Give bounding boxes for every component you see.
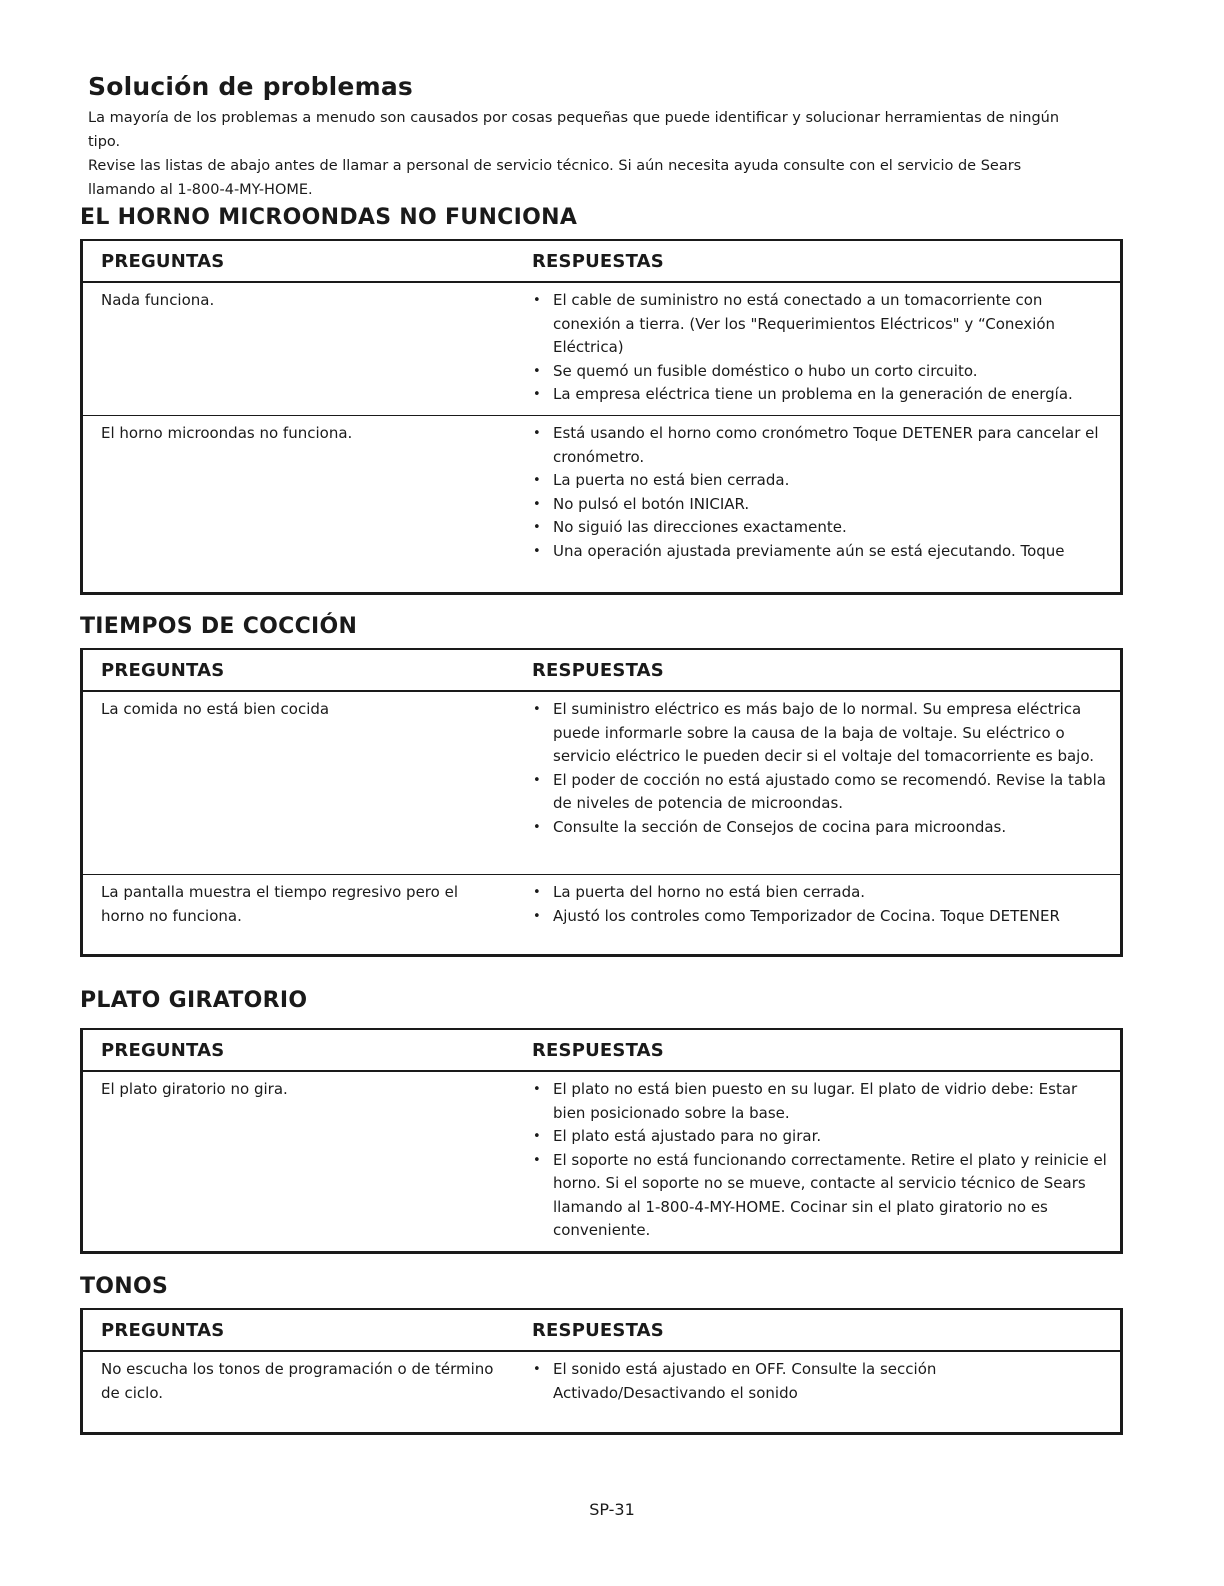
answer-item: • Consulte la sección de Consejos de cocina para microondas.: [515, 816, 1112, 840]
answer-item: • La puerta del horno no está bien cerrada.: [515, 881, 1112, 905]
answer-item: • El poder de cocción no está ajustado como se recomendó. Revise la tabla de niveles de potencia de microondas.: [515, 769, 1112, 816]
table-header: [83, 1310, 1120, 1352]
qa-table-tiempos-coccion: [80, 648, 1123, 957]
answer-item: • Se quemó un fusible doméstico o hubo un corto circuito.: [515, 360, 1112, 384]
answer-item: • La puerta no está bien cerrada.: [515, 469, 1112, 493]
table-row: [83, 415, 1120, 590]
qa-table-plato-giratorio: [80, 1028, 1123, 1254]
page-number: SP-31: [589, 1500, 635, 1519]
intro-paragraph: Revise las listas de abajo antes de llamar a personal de servicio técnico. Si aún necesita ayuda consulte con el servicio de Sears llamando al 1-800-4-MY-HOME.: [88, 158, 1022, 198]
qa-table-tonos: [80, 1308, 1123, 1435]
answer-cell: [515, 1078, 1120, 1250]
question-cell: La comida no está bien cocida: [101, 700, 330, 718]
question-cell: El plato giratorio no gira.: [101, 1080, 288, 1098]
question-cell: Nada funciona.: [101, 291, 215, 309]
answer-item: • Está usando el horno como cronómetro Toque DETENER para cancelar el cronómetro.: [515, 422, 1112, 469]
table-header: [83, 1030, 1120, 1072]
answer-item: • No pulsó el botón INICIAR.: [515, 493, 1112, 517]
header-preguntas: PREGUNTAS: [101, 659, 225, 681]
header-preguntas: PREGUNTAS: [101, 1039, 225, 1061]
section-title-horno-no-funciona: EL HORNO MICROONDAS NO FUNCIONA: [80, 205, 578, 230]
table-header: [83, 241, 1120, 283]
answer-item: • El soporte no está funcionando correctamente. Retire el plato y reinicie el horno. Si el soporte no se mueve, contacte al servicio técnico de Sears llamando al 1-800-4-MY-HOME. Cocinar sin el plato giratorio no es conveniente.: [515, 1149, 1112, 1243]
section-title-plato-giratorio: PLATO GIRATORIO: [80, 988, 308, 1013]
table-row: [83, 692, 1120, 874]
answer-cell: [515, 1358, 1120, 1432]
answer-item: • El sonido está ajustado en OFF. Consulte la sección Activado/Desactivando el sonido: [515, 1358, 1112, 1405]
question-cell: La pantalla muestra el tiempo regresivo pero el horno no funciona.: [101, 883, 458, 925]
answer-cell: [515, 698, 1120, 874]
answer-item: • Una operación ajustada previamente aún se está ejecutando. Toque: [515, 540, 1112, 564]
answer-item: • El cable de suministro no está conectado a un tomacorriente con conexión a tierra. (Ver los "Requerimientos Eléctricos" y “Conexión Eléctrica): [515, 289, 1112, 360]
table-row: [83, 283, 1120, 415]
intro-paragraph: La mayoría de los problemas a menudo son causados por cosas pequeñas que puede identificar y solucionar herramientas de ningún tipo.: [88, 110, 1060, 150]
answer-item: • La empresa eléctrica tiene un problema en la generación de energía.: [515, 383, 1112, 407]
answer-item: • El plato no está bien puesto en su lugar. El plato de vidrio debe: Estar bien posicionado sobre la base.: [515, 1078, 1112, 1125]
question-cell: El horno microondas no funciona.: [101, 424, 353, 442]
answer-item: • El suministro eléctrico es más bajo de lo normal. Su empresa eléctrica puede informarle sobre la causa de la baja de voltaje. Su eléctrico o servicio eléctrico le pueden decir si el voltaje del tomacorriente es bajo.: [515, 698, 1112, 769]
header-respuestas: RESPUESTAS: [532, 1039, 664, 1061]
answer-cell: [515, 881, 1120, 954]
answer-cell: [515, 289, 1120, 415]
question-cell: No escucha los tonos de programación o de término de ciclo.: [101, 1360, 494, 1402]
section-title-tonos: TONOS: [80, 1274, 169, 1299]
intro-text: [88, 106, 1088, 202]
header-preguntas: PREGUNTAS: [101, 1319, 225, 1341]
header-respuestas: RESPUESTAS: [532, 659, 664, 681]
section-title-tiempos-coccion: TIEMPOS DE COCCIÓN: [80, 614, 358, 639]
table-row: [83, 1352, 1120, 1432]
header-preguntas: PREGUNTAS: [101, 250, 225, 272]
answer-item: • El plato está ajustado para no girar.: [515, 1125, 1112, 1149]
page-title: Solución de problemas: [88, 72, 413, 101]
header-respuestas: RESPUESTAS: [532, 1319, 664, 1341]
answer-item: • No siguió las direcciones exactamente.: [515, 516, 1112, 540]
answer-item: • Ajustó los controles como Temporizador de Cocina. Toque DETENER: [515, 905, 1112, 929]
qa-table-horno-no-funciona: [80, 239, 1123, 595]
answer-cell: [515, 422, 1120, 590]
table-header: [83, 650, 1120, 692]
table-row: [83, 1072, 1120, 1250]
table-row: [83, 874, 1120, 954]
header-respuestas: RESPUESTAS: [532, 250, 664, 272]
